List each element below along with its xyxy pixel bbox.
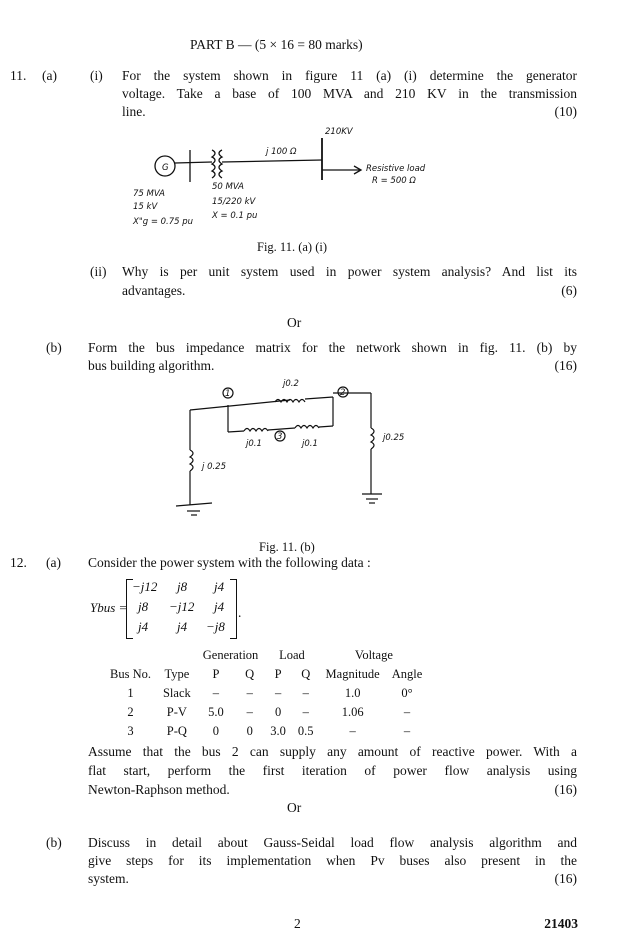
q11-ii-line: advantages. — [122, 283, 186, 298]
q11-i-label: (i) — [90, 68, 103, 83]
gen-voltage: 15 kV — [133, 202, 158, 212]
matrix-cell: j8 — [177, 579, 188, 594]
matrix-cell: j4 — [214, 599, 225, 614]
q12-b-line: Discuss in detail about Gauss-Seidal load flow analysis algorithm and — [88, 835, 577, 850]
fig-11b-caption: Fig. 11. (b) — [259, 540, 315, 554]
gen-label: G — [162, 163, 169, 173]
q12-a-label: (a) — [46, 555, 61, 570]
q12-a-marks: (16) — [554, 782, 577, 797]
node-1-label: 1 — [225, 389, 231, 399]
q11-ii-label: (ii) — [90, 264, 107, 279]
inductor-j0.25-right — [371, 428, 374, 449]
matrix-cell: j4 — [214, 579, 225, 594]
z32-label: j0.1 — [302, 439, 318, 449]
q12-a-line: flat start, perform the first iteration of power flow analysis using — [88, 763, 577, 778]
matrix-cell: j4 — [177, 619, 188, 634]
inductor-j0.1-b — [295, 426, 319, 429]
group-generation: Generation — [202, 648, 259, 662]
q11-i-line: voltage. Take a base of 100 MVA and 210 KV in the transmission — [122, 86, 577, 101]
z12-label: j0.2 — [283, 379, 299, 389]
q11-b-line: bus building algorithm. — [88, 358, 215, 373]
q12-a-intro: Consider the power system with the following data : — [88, 555, 371, 570]
part-header: PART B — (5 × 16 = 80 marks) — [190, 37, 363, 52]
fig-11a-caption: Fig. 11. (a) (i) — [257, 240, 328, 254]
load-label: Resistive load — [366, 164, 426, 174]
matrix-cell: −j12 — [132, 579, 158, 594]
q12-a-line: Assume that the bus 2 can supply any amount of reactive power. With a — [88, 744, 577, 759]
bus-kv-label: 210KV — [325, 127, 353, 137]
transformer-secondary — [219, 150, 222, 178]
table-row: 1 Slack – – – – 1.0 0° — [127, 686, 413, 700]
z1g-label: j 0.25 — [202, 462, 226, 472]
transformer-voltage: 15/220 kV — [212, 197, 256, 207]
table-row: 2 P-V 5.0 – 0 – 1.06 – — [127, 705, 411, 719]
q12-number: 12. — [10, 555, 27, 570]
q12-b-line: system. — [88, 871, 129, 886]
or-separator: Or — [287, 800, 302, 815]
col-load-q: Q — [301, 667, 311, 681]
group-load: Load — [279, 648, 305, 662]
q11-a-label: (a) — [42, 68, 57, 83]
col-gen-q: Q — [245, 667, 255, 681]
inductor-j0.25-left — [190, 450, 193, 471]
col-gen-p: P — [212, 667, 220, 681]
z13-label: j0.1 — [246, 439, 262, 449]
bus-data-table — [104, 646, 428, 741]
line-impedance-label: j 100 Ω — [266, 147, 297, 157]
node-3-label: 3 — [277, 432, 283, 442]
matrix-cell: j4 — [138, 619, 149, 634]
group-voltage: Voltage — [354, 648, 393, 662]
q11-ii-marks: (6) — [561, 283, 577, 298]
matrix-cell: j8 — [138, 599, 149, 614]
col-angle: Angle — [391, 667, 423, 681]
figure-11a — [155, 138, 361, 182]
q11-ii-line: Why is per unit system used in power system analysis? And list its — [122, 264, 577, 279]
transformer-primary — [212, 150, 215, 178]
col-bus-no: Bus No. — [110, 667, 151, 681]
q12-b-marks: (16) — [554, 871, 577, 886]
transformer-reactance: X = 0.1 pu — [212, 211, 258, 221]
gen-reactance: X"g = 0.75 pu — [133, 217, 194, 227]
col-type: Type — [164, 667, 190, 681]
node-2-label: 2 — [340, 388, 346, 398]
q11-i-marks: (10) — [554, 104, 577, 119]
q11-b-marks: (16) — [554, 358, 577, 373]
z2g-label: j0.25 — [383, 433, 405, 443]
gen-rating: 75 MVA — [133, 189, 165, 199]
q11-i-line: For the system shown in figure 11 (a) (i) determine the generator — [122, 68, 577, 83]
figure-11a-labels — [132, 127, 426, 227]
load-resistance-label: R = 500 Ω — [372, 176, 416, 186]
q11-b-label: (b) — [46, 340, 62, 355]
table-group-header — [104, 646, 428, 665]
page-number: 2 — [294, 916, 301, 931]
q12-b-label: (b) — [46, 835, 62, 850]
q12-b-line: give steps for its implementation when Pv buses also present in the — [88, 853, 577, 868]
ybus-label: Ybus = — [90, 600, 128, 615]
transmission-line — [222, 160, 322, 162]
q11-i-line: line. — [122, 104, 146, 119]
figure-11b — [176, 387, 382, 515]
paper-code: 21403 — [544, 916, 578, 931]
table-row: 3 P-Q 0 0 3.0 0.5 – – — [127, 724, 411, 738]
exam-page: PART B — (5 × 16 = 80 marks) 11. (a) (i) For the system shown in figure 11 (a) (i) determine the generator voltage. Take a base of 100 MVA and 210 KV in the transmission line. (10) G 210KV j 100 Ω Resistive load R = 500 Ω 75 MVA 15 kV X"g = 0.75 pu 50 MVA 15/220 kV X = 0.1 pu 1 2 3 j0.2 j0.1 j0.1 j 0.25 j0.25 Fig. 11. (a) (i) (ii) Why is per unit system used in power system analysis? And list its advantages. (6) Or (b) Form the bus impedance matrix for the network shown in fig. 11. (b) by bus building algorithm. (16) Fig. 11. (b) 12. (a) Consider the power system with the following data : Ybus = . −j12 j8 j4 j8 −j12 j4 j4 j4 −j8 Generation Load Voltage Bus No. Type P Q P Q Magnitude Angle 1 Slack – – – – 1.0 0° 2 P-V 5.0 – 0 – 1.06 – 3 P-Q 0 0 3.0 0.5 – – Assume that the bus 2 can supply any amount of reactive power. With a flat start, perform the first iteration of power flow analysis using Newton-Raphson method. (16) Or (b) Discuss in detail about Gauss-Seidal load flow analysis algorithm and give steps for its implementation when Pv buses also present in the system. (16) 2 21403 — [0, 0, 617, 943]
or-separator: Or — [287, 315, 302, 330]
matrix-cell: −j8 — [206, 619, 225, 634]
transformer-rating: 50 MVA — [212, 182, 244, 192]
col-magnitude: Magnitude — [325, 667, 380, 681]
q11-b-line: Form the bus impedance matrix for the network shown in fig. 11. (b) by — [88, 340, 577, 355]
matrix-cell: −j12 — [169, 599, 195, 614]
q12-a-line: Newton-Raphson method. — [88, 782, 230, 797]
inductor-j0.1-a — [244, 429, 268, 432]
q11-number: 11. — [10, 68, 27, 83]
table-header — [104, 665, 428, 684]
col-load-p: P — [274, 667, 282, 681]
